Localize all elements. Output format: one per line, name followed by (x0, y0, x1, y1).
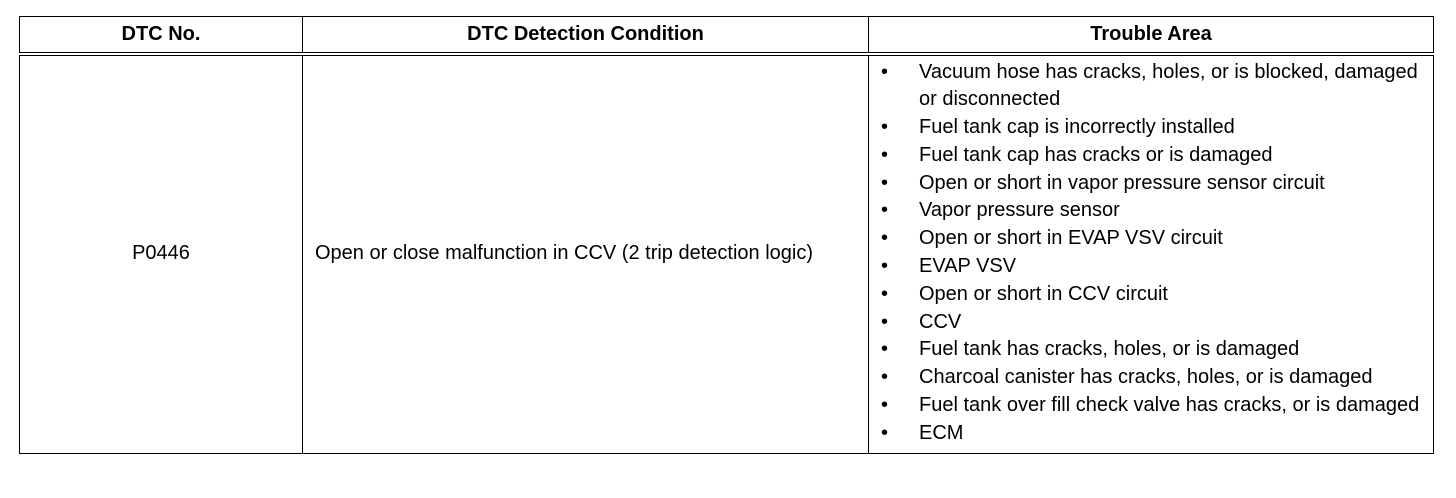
table-row (20, 54, 1434, 454)
list-item-text: Vapor pressure sensor (919, 199, 1120, 222)
dtc-table (19, 16, 1434, 454)
bullet-icon: • (881, 421, 889, 444)
list-item-text: Open or short in CCV circuit (919, 282, 1168, 305)
table-header (20, 17, 1434, 54)
bullet-icon: • (881, 227, 889, 250)
list-item (869, 170, 1433, 198)
table-body (20, 54, 1434, 454)
list-item-text: Open or short in EVAP VSV circuit (919, 227, 1223, 250)
trouble-area-list (869, 59, 1433, 448)
header-trouble-area: Trouble Area (869, 17, 1434, 54)
list-item (869, 420, 1433, 448)
list-item-text: Fuel tank cap has cracks or is damaged (919, 143, 1273, 166)
list-item (869, 59, 1433, 115)
list-item (869, 197, 1433, 225)
header-dtc-no: DTC No. (20, 17, 303, 54)
bullet-icon: • (881, 60, 889, 83)
bullet-icon: • (881, 116, 889, 139)
bullet-icon: • (881, 338, 889, 361)
bullet-icon: • (881, 282, 889, 305)
bullet-icon: • (881, 310, 889, 333)
bullet-icon: • (881, 199, 889, 222)
header-row (20, 17, 1434, 54)
list-item-text: Fuel tank over fill check valve has cracks, or is damaged (919, 394, 1420, 417)
bullet-icon: • (881, 171, 889, 194)
list-item-text: Fuel tank has cracks, holes, or is damaged (919, 338, 1300, 361)
list-item (869, 253, 1433, 281)
list-item (869, 142, 1433, 170)
list-item-text: ECM (919, 421, 964, 444)
bullet-icon: • (881, 143, 889, 166)
list-item-text: EVAP VSV (919, 255, 1017, 278)
header-detection-condition: DTC Detection Condition (303, 17, 869, 54)
list-item-text: Open or short in vapor pressure sensor circuit (919, 171, 1325, 194)
list-item-text: Fuel tank cap is incorrectly installed (919, 116, 1235, 139)
bullet-icon: • (881, 394, 889, 417)
list-item (869, 281, 1433, 309)
list-item-text: CCV (919, 310, 962, 333)
list-item (869, 309, 1433, 337)
cell-dtc-no: P0446 (20, 54, 303, 454)
list-item-text: Vacuum hose has cracks, holes, or is blocked, damaged or disconnected (919, 60, 1418, 111)
cell-trouble-area (869, 54, 1434, 454)
cell-detection-condition: Open or close malfunction in CCV (2 trip detection logic) (303, 54, 869, 454)
list-item (869, 225, 1433, 253)
bullet-icon: • (881, 366, 889, 389)
list-item (869, 364, 1433, 392)
list-item-text: Charcoal canister has cracks, holes, or is damaged (919, 366, 1373, 389)
list-item (869, 392, 1433, 420)
list-item (869, 114, 1433, 142)
bullet-icon: • (881, 255, 889, 278)
list-item (869, 336, 1433, 364)
